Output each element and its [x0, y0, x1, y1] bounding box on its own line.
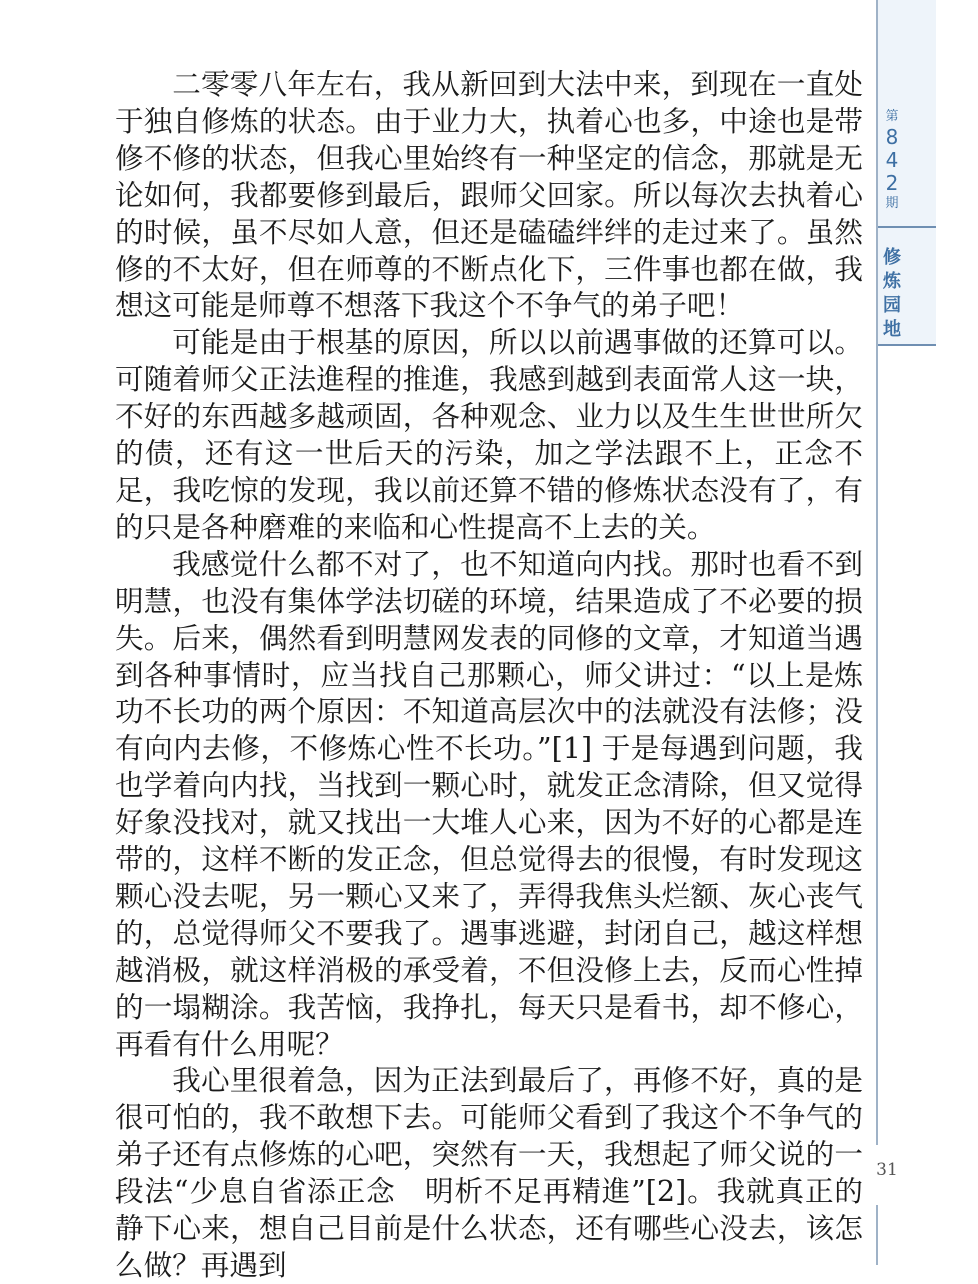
section-title-char: 园	[883, 295, 901, 316]
section-title-char: 地	[883, 319, 901, 340]
sidebar-separator	[878, 344, 936, 346]
paragraph: 可能是由于根基的原因，所以以前遇事做的还算可以。可随着师父正法進程的推進，我感到越到表面常人这一块，不好的东西越多越顽固，各种观念、业力以及生生世世所欠的债，还有这一世后天的污染，加之学法跟不上，正念不足，我吃惊的发现，我以前还算不错的修炼状态没有了，有的只是各种磨难的来临和心性提高不上去的关。	[115, 325, 863, 544]
paragraph: 我感觉什么都不对了，也不知道向内找。那时也看不到明慧，也没有集体学法切磋的环境，结果造成了不必要的损失。后来，偶然看到明慧网发表的同修的文章，才知道当遇到各种事情时，应当找自己那颗心，师父讲过：“以上是炼功不长功的两个原因：不知道高层次中的法就没有法修；没有向内去修，不修炼心性不长功。”[1] 于是每遇到问题，我也学着向内找，当找到一颗心时，就发正念清除，但又觉得好象没找对，就又找出一大堆人心来，因为不好的心都是连带的，这样不断的发正念，但总觉得去的很慢，有时发现这颗心没去呢，另一颗心又来了，弄得我焦头烂额、灰心丧气的，总觉得师父不要我了。遇事逃避，封闭自己，越这样想越消极，就这样消极的承受着，不但没修上去，反而心性掉的一塌糊涂。我苦恼，我挣扎，每天只是看书，却不修心，再看有什么用呢？	[115, 546, 863, 1061]
issue-suffix: 期	[885, 196, 899, 211]
paragraph: 二零零八年左右，我从新回到大法中来，到现在一直处于独自修炼的状态。由于业力大，执着心也多，中途也是带修不修的状态，但我心里始终有一种坚定的信念，那就是无论如何，我都要修到最后，跟师父回家。所以每次去执着心的时候，虽不尽如人意，但还是磕磕绊绊的走过来了。虽然修的不太好，但在师尊的不断点化下，三件事也都在做，我想这可能是师尊不想落下我这个不争气的弟子吧！	[115, 67, 863, 323]
sidebar-separator	[878, 226, 936, 228]
issue-digit: 8	[885, 125, 899, 149]
issue-digit: 2	[885, 171, 899, 195]
section-title-char: 修	[883, 247, 901, 268]
issue-digit: 4	[885, 148, 899, 172]
section-title-char: 炼	[883, 271, 901, 292]
issue-number	[878, 108, 906, 213]
sidebar-divider-bottom	[876, 1205, 878, 1265]
article-body	[115, 66, 863, 1284]
paragraph: 我心里很着急，因为正法到最后了，再修不好，真的是很可怕的，我不敢想下去。可能师父看到了我这个不争气的弟子还有点修炼的心吧，突然有一天，我想起了师父说的一段法“少息自省添正念 明析不足再精進”[2]。我就真正的静下心来，想自己目前是什么状态，还有哪些心没去，该怎么做？再遇到	[115, 1063, 863, 1282]
page-number: 31	[876, 1160, 898, 1180]
issue-prefix: 第	[885, 109, 899, 124]
section-title	[878, 246, 906, 342]
